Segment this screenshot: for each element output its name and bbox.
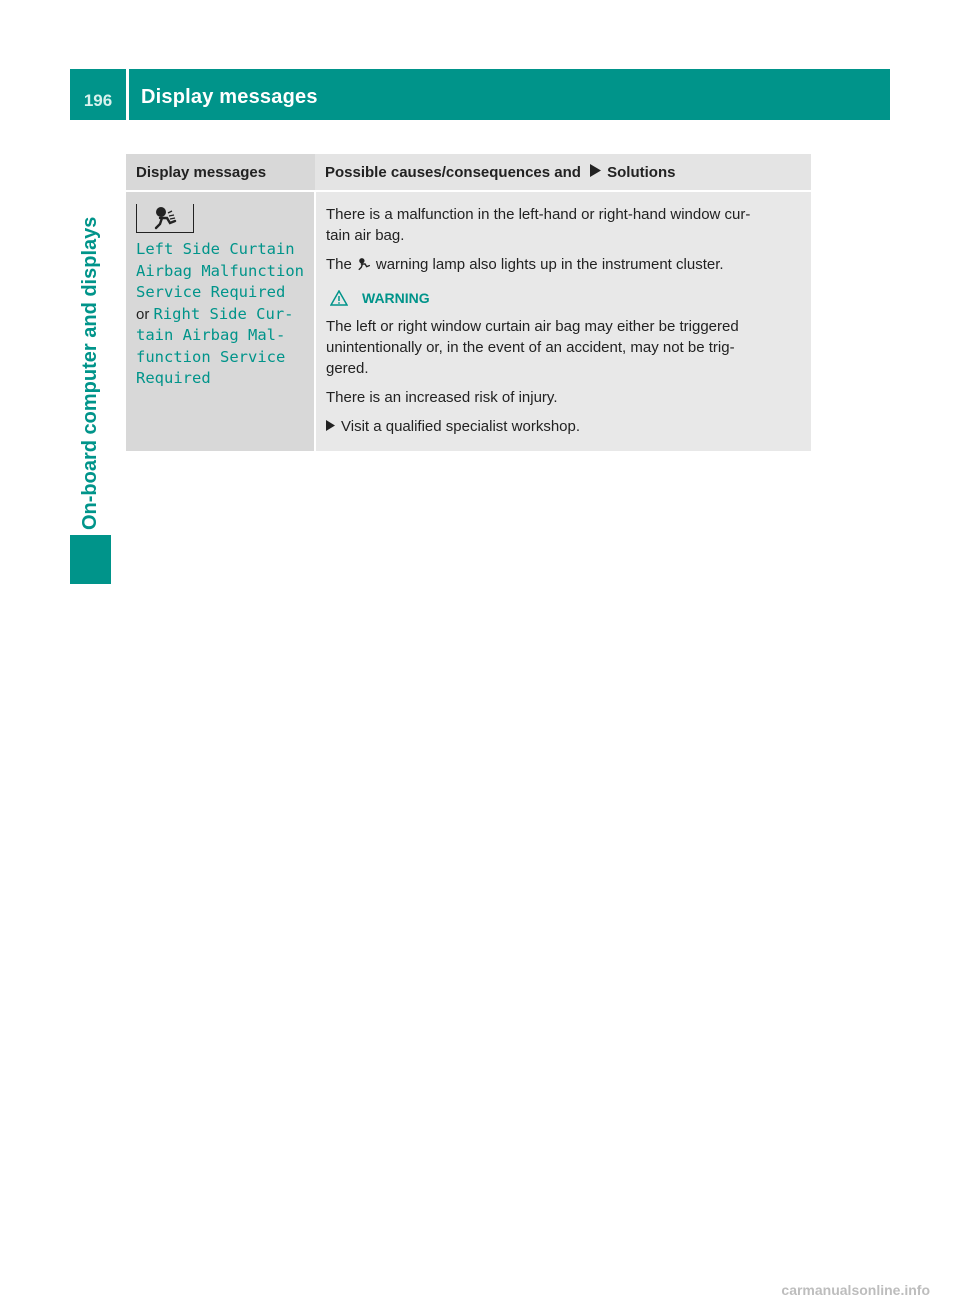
table-row [126, 191, 811, 451]
triangle-arrow-icon [326, 416, 335, 437]
solution-text: Visit a qualified specialist workshop. [341, 418, 581, 435]
solution-step [326, 416, 801, 437]
col-header-solutions-post: Solutions [607, 163, 676, 181]
message-line [136, 261, 304, 283]
risk-paragraph: There is an increased risk of injury. [326, 389, 558, 406]
warning-heading [326, 290, 801, 306]
cause-line: tain air bag. [326, 227, 405, 244]
or-text: or [136, 305, 150, 323]
message-line: tain Airbag Mal‐ [136, 326, 286, 344]
message-word: Right Side Cur‐ [153, 304, 294, 323]
message-word: Malfunction [201, 261, 304, 280]
section-side-block [70, 535, 111, 584]
warning-line: gered. [326, 360, 369, 377]
warning-line: unintentionally or, in the event of an accident, may not be trig- [326, 339, 735, 356]
message-line [136, 304, 304, 326]
warning-title: WARNING [362, 290, 430, 306]
section-label-text: On-board computer and displays [79, 216, 101, 530]
display-messages-table [126, 154, 811, 451]
page-number: 196 [83, 91, 113, 110]
table-header-row [126, 154, 811, 191]
watermark: carmanualsonline.info [781, 1282, 930, 1298]
message-word: Airbag [136, 261, 192, 280]
airbag-icon [356, 256, 372, 278]
message-line: Left Side Curtain [136, 240, 295, 258]
airbag-icon [136, 204, 194, 233]
lamp-text-post: warning lamp also lights up in the instrument cluster. [375, 256, 724, 273]
triangle-arrow-icon [590, 164, 601, 181]
message-line: function Service [136, 347, 286, 366]
page-title: Display messages [141, 86, 318, 108]
col-header-display-messages: Display messages [126, 154, 315, 191]
warning-line: The left or right window curtain air bag may either be triggered [326, 318, 739, 335]
message-cell [126, 191, 315, 451]
cause-line: There is a malfunction in the left-hand or right-hand window cur- [326, 206, 751, 223]
lamp-text-pre: The [326, 256, 352, 273]
col-header-solutions-pre: Possible causes/consequences and [325, 163, 581, 181]
solution-cell [315, 191, 811, 451]
col-header-solutions [315, 154, 811, 191]
message-line: Required [136, 369, 211, 387]
message-line: Service Required [136, 283, 286, 301]
cause-paragraph [326, 204, 801, 246]
display-message-text [136, 239, 304, 390]
warning-paragraph [326, 316, 801, 379]
warning-triangle-icon [330, 290, 348, 306]
section-side-label [70, 130, 111, 530]
lamp-paragraph [326, 254, 801, 278]
header-divider [126, 69, 129, 120]
